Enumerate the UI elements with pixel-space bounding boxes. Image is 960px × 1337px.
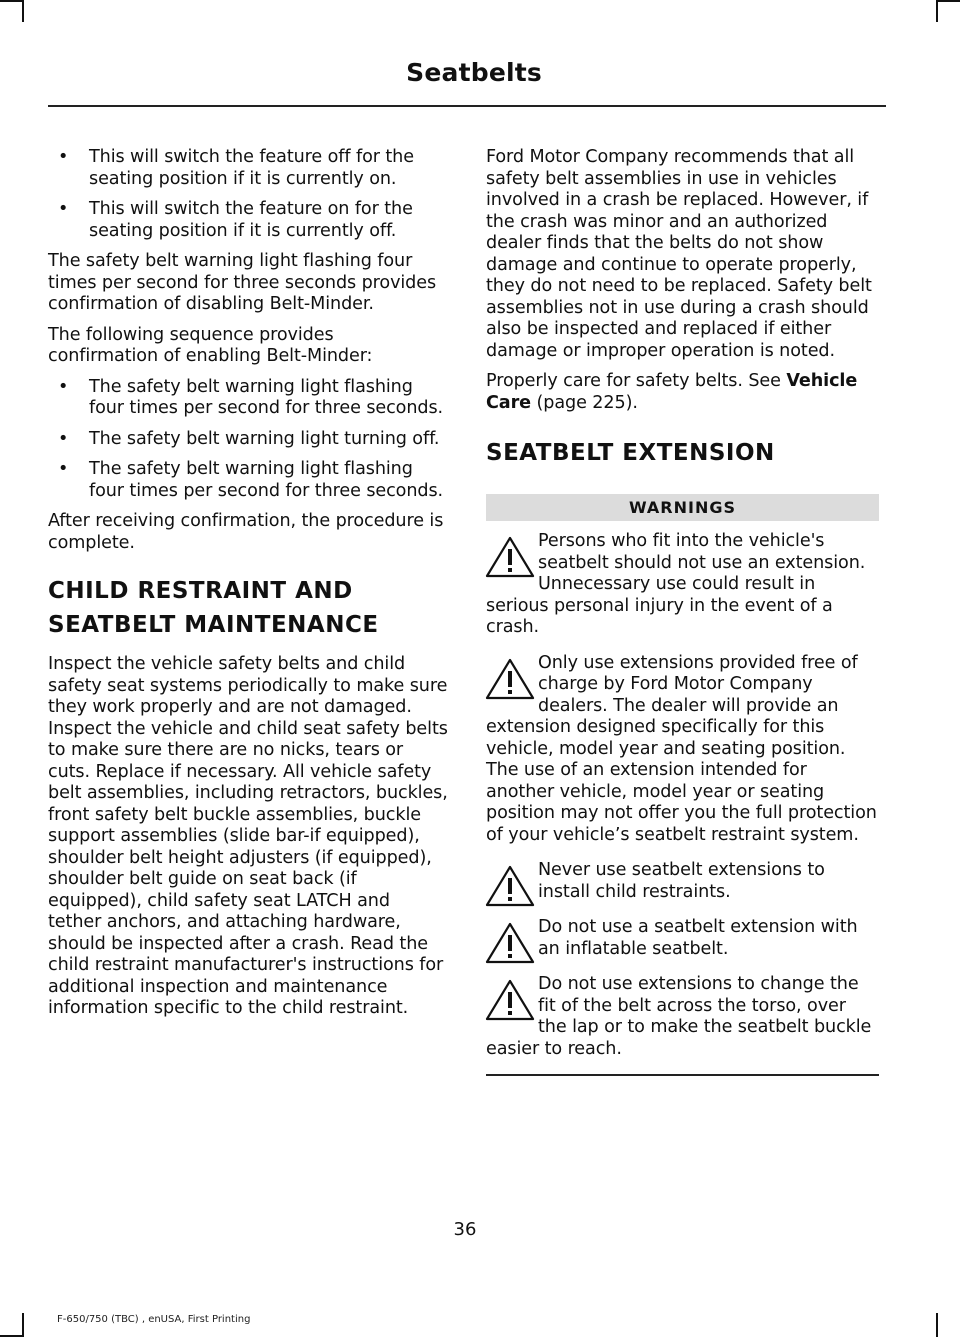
page-number: 36 [453, 1219, 477, 1240]
header-divider [48, 105, 886, 107]
crop-mark [22, 1313, 24, 1337]
warning-triangle-icon [484, 657, 536, 701]
warning-item: Persons who fit into the vehicle's seatbelt should not use an extension. Unnecessary use could result in serious personal injury in the event of a crash. [486, 531, 866, 637]
list-item: • The safety belt warning light flashing four times per second for three seconds. [58, 376, 444, 418]
paragraph: Ford Motor Company recommends that all safety belt assemblies in use in vehicles involved in a crash be replaced. However, if the crash was minor and an authorized dealer finds that the belts do not show damage and continue to operate properly, they do not need to be replaced. Safety belt assemblies not in use during a crash should also be inspected and replaced if either damage or improper operation is noted. [486, 147, 872, 361]
crop-mark [0, 0, 22, 2]
vehicle-care-link[interactable]: Vehicle Care [486, 371, 858, 413]
vehicle-care-reference: Properly care for safety belts. See Vehicle Care (page 225). [486, 371, 858, 413]
bullet-list [48, 377, 448, 503]
warning-item: Only use extensions provided free of charge by Ford Motor Company dealers. The dealer will provide an extension designed specifically for this vehicle, model year and seating position. The use of an extension intended for another vehicle, model year or seating position may not offer you the full protection of your vehicle’s seatbelt restraint system. [486, 652, 877, 845]
bullet-list [48, 147, 448, 242]
warning-triangle-icon [484, 921, 536, 965]
warning-item: Do not use extensions to change the fit of the belt across the torso, over the lap or to make the seatbelt buckle easier to reach. [486, 974, 872, 1059]
section-heading: CHILD RESTRAINT AND SEATBELT MAINTENANCE [48, 578, 379, 638]
list-item: • The safety belt warning light flashing four times per second for three seconds. [58, 459, 444, 501]
bullet-icon: • [58, 459, 69, 479]
warning-item: Never use seatbelt extensions to install child restraints. [486, 860, 879, 903]
crop-mark [22, 0, 24, 22]
list-item: • The safety belt warning light turning off. [58, 428, 440, 449]
warning-triangle-icon [484, 978, 536, 1022]
list-item: • This will switch the feature on for the seating position if it is currently off. [58, 199, 413, 241]
crop-mark [936, 0, 938, 22]
list-item: • This will switch the feature off for the seating position if it is currently on. [58, 147, 414, 189]
crop-mark [936, 1313, 938, 1337]
warning-triangle-icon [484, 535, 536, 579]
paragraph: The safety belt warning light flashing four times per second for three seconds provides confirmation of disabling Belt-Minder. [48, 251, 437, 314]
footer-text: F-650/750 (TBC) , enUSA, First Printing [57, 1314, 251, 1325]
crop-mark [936, 0, 960, 2]
bullet-icon: • [58, 428, 69, 449]
section-heading: SEATBELT EXTENSION [486, 440, 775, 466]
page-title: Seatbelts [406, 58, 542, 87]
warnings-header: WARNINGS [486, 494, 879, 521]
paragraph: Inspect the vehicle safety belts and child safety seat systems periodically to make sure they work properly and are not damaged. Inspect the vehicle and child seat safety belts to make sure there are no nicks, tears or cuts. Replace if necessary. All vehicle safety belt assemblies, including retractors, buckles, front safety belt buckle assemblies, buckle support assemblies (slide bar-if equipped), shoulder belt height adjusters (if equipped), shoulder belt guide on seat back (if equipped), child safety seat LATCH and tether anchors, and attaching hardware, should be inspected after a crash. Read the child restraint manufacturer's instructions for additional inspection and maintenance information specific to the child restraint. [48, 654, 448, 1018]
warning-triangle-icon [484, 864, 536, 908]
right-column [486, 147, 879, 1076]
paragraph: The following sequence provides confirmation of enabling Belt-Minder: [48, 324, 373, 366]
warning-item: Do not use a seatbelt extension with an inflatable seatbelt. [486, 917, 879, 960]
bullet-icon: • [58, 199, 69, 219]
bullet-icon: • [58, 376, 69, 397]
warnings-end-divider [486, 1074, 879, 1076]
bullet-icon: • [58, 147, 69, 167]
left-column [48, 147, 448, 1029]
paragraph: After receiving confirmation, the procedure is complete. [48, 511, 444, 553]
